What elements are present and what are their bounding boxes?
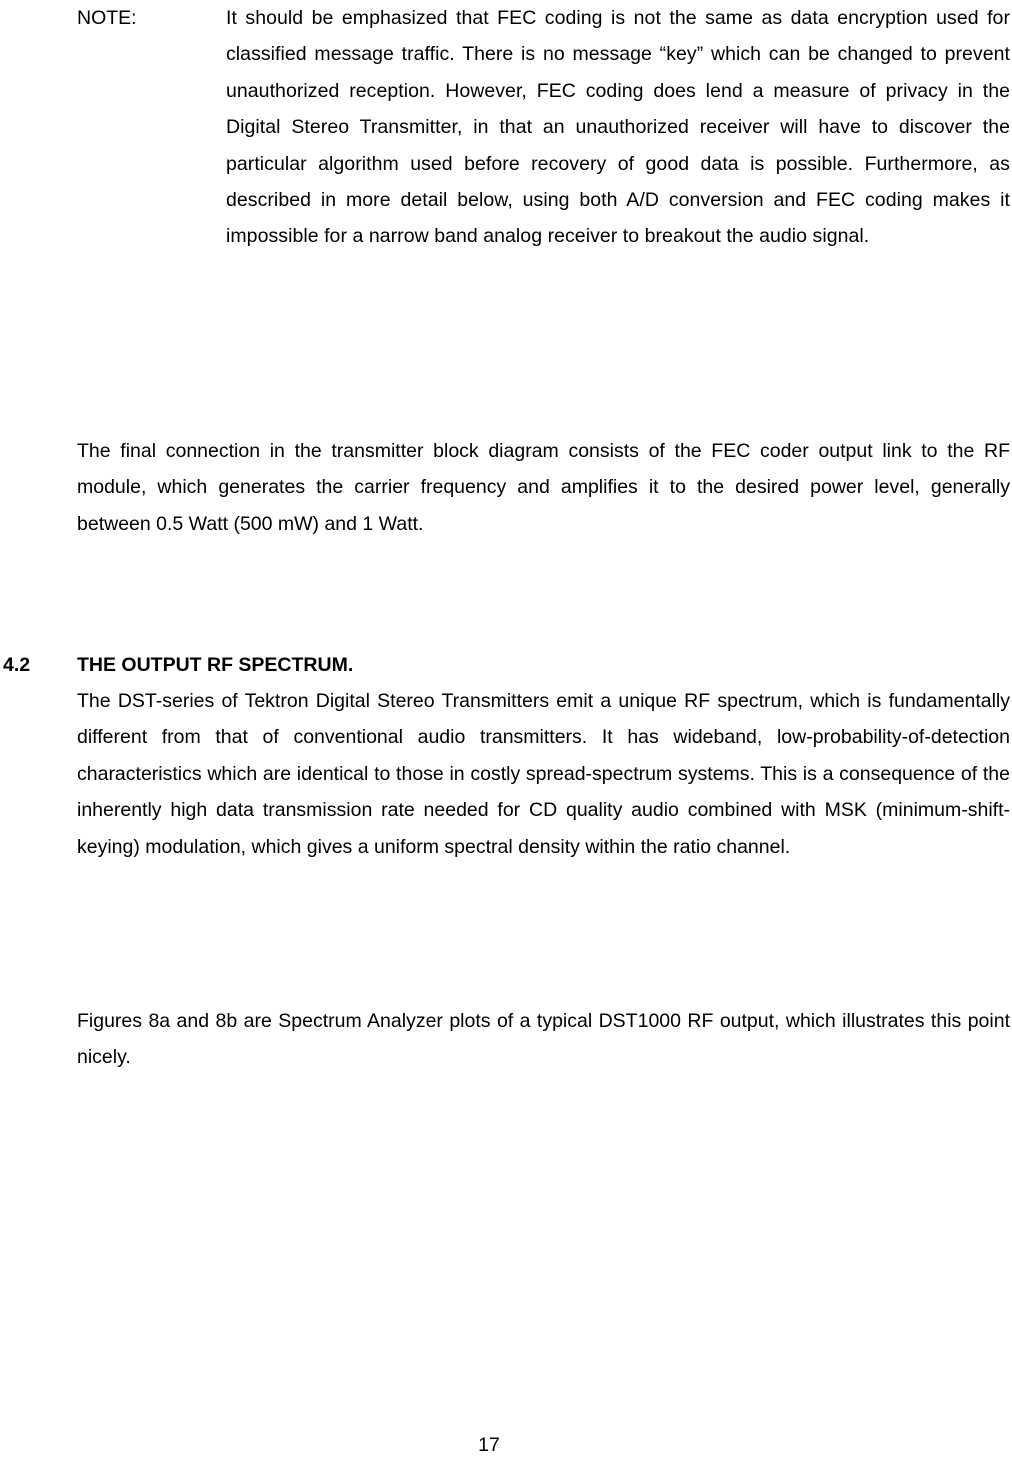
note-text: It should be emphasized that FEC coding is not the same as data encryption used for classified message traffic. There is no message “key” which can be changed to prevent unauthorized reception. However, FEC coding does lend a measure of privacy in the Digital Stereo Transmitter, in that an unauthorized receiver will have to discover the particular algorithm used before recovery of good data is possible. Furthermore, as described in more detail below, using both A/D conversion and FEC coding makes it impossible for a narrow band analog receiver to breakout the audio signal.: [226, 7, 1010, 248]
body-paragraph-figures: Figures 8a and 8b are Spectrum Analyzer plots of a typical DST1000 RF output, which illustrates this point nicely.: [77, 1010, 1010, 1069]
section-title: THE OUTPUT RF SPECTRUM.: [77, 654, 354, 676]
note-label: NOTE:: [77, 7, 137, 29]
section-number: 4.2: [3, 654, 31, 676]
page-number: 17: [478, 1434, 500, 1456]
body-paragraph-rf-spectrum: The DST-series of Tektron Digital Stereo Transmitters emit a unique RF spectrum, which is fundamentally different from that of conventional audio transmitters. It has wideband, low-probability-of-detection characteristics which are identical to those in costly spread-spectrum systems. This is a consequence of the inherently high data transmission rate needed for CD quality audio combined with MSK (minimum-shift-keying) modulation, which gives a uniform spectral density within the ratio channel.: [77, 690, 1010, 858]
body-paragraph-rf-module: The final connection in the transmitter block diagram consists of the FEC coder output link to the RF module, which generates the carrier frequency and amplifies it to the desired power level, generally between 0.5 Watt (500 mW) and 1 Watt.: [77, 440, 1010, 535]
